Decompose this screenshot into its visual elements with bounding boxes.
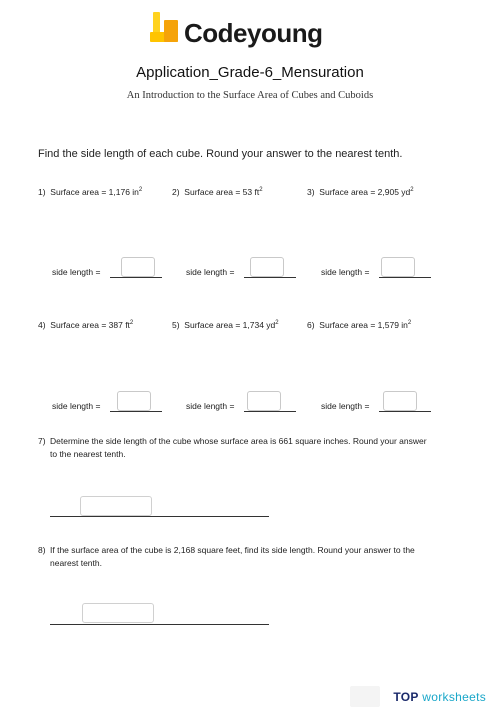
answer-input-5[interactable] [247,391,281,411]
exponent: 2 [259,187,263,194]
problem-text: Surface area = 1,734 yd [184,320,276,330]
footer-tab [350,686,380,707]
problem-number: 6) [307,320,315,330]
brand-name: Codeyoung [184,18,323,48]
codeyoung-logo-icon [150,12,180,50]
answer-line-7 [50,516,269,517]
footer-worksheets: worksheets [418,690,486,704]
answer-line-8 [50,624,269,625]
footer-top: TOP [393,690,419,704]
page-title: Application_Grade-6_Mensuration [136,64,364,81]
problem-text: Determine the side length of the cube whose surface area is 661 square inches. Round your answer to the nearest tenth. [50,436,427,459]
answer-input-7[interactable] [80,496,152,516]
answer-input-4[interactable] [117,391,151,411]
page-subtitle: An Introduction to the Surface Area of Cubes and Cuboids [126,90,374,101]
problem-number: 4) [38,320,46,330]
exponent: 2 [410,187,414,194]
exponent: 2 [129,320,134,327]
problem-3 [307,187,414,197]
exponent: 2 [138,187,143,194]
answer-input-3[interactable] [381,257,415,277]
word-problem-7 [38,435,428,460]
problem-6 [307,320,411,330]
problem-text: Surface area = 1,176 in [50,187,139,197]
exponent: 2 [407,320,412,327]
problem-text: Surface area = 387 ft [50,320,130,330]
answer-label-1: side length = [52,267,101,277]
problem-text: Surface area = 1,579 in [319,320,408,330]
answer-label-5: side length = [186,401,235,411]
answer-line-2 [244,277,296,278]
answer-input-1[interactable] [121,257,155,277]
problem-text: If the surface area of the cube is 2,168 square feet, find its side length. Round your answer to the nearest tenth. [50,545,415,568]
answer-input-2[interactable] [250,257,284,277]
problem-text: Surface area = 53 ft [184,187,260,197]
problem-2 [172,187,263,197]
problem-number: 8) [38,545,46,555]
problem-4 [38,320,133,330]
problem-5 [172,320,279,330]
answer-label-2: side length = [186,267,235,277]
answer-input-8[interactable] [82,603,154,623]
problem-number: 5) [172,320,180,330]
problem-number: 1) [38,187,46,197]
problem-number: 7) [38,436,46,446]
word-problem-8 [38,544,428,569]
problem-number: 2) [172,187,180,197]
answer-line-6 [379,411,431,412]
answer-line-4 [110,411,162,412]
answer-input-6[interactable] [383,391,417,411]
problem-number: 3) [307,187,315,197]
problem-1 [38,187,142,197]
exponent: 2 [275,320,279,327]
answer-line-3 [379,277,431,278]
footer-watermark[interactable] [393,690,486,704]
problem-text: Surface area = 2,905 yd [319,187,411,197]
answer-label-6: side length = [321,401,370,411]
answer-label-4: side length = [52,401,101,411]
answer-line-1 [110,277,162,278]
answer-line-5 [244,411,296,412]
brand-logo [150,12,350,52]
instruction-text: Find the side length of each cube. Round your answer to the nearest tenth. [38,148,403,160]
answer-label-3: side length = [321,267,370,277]
